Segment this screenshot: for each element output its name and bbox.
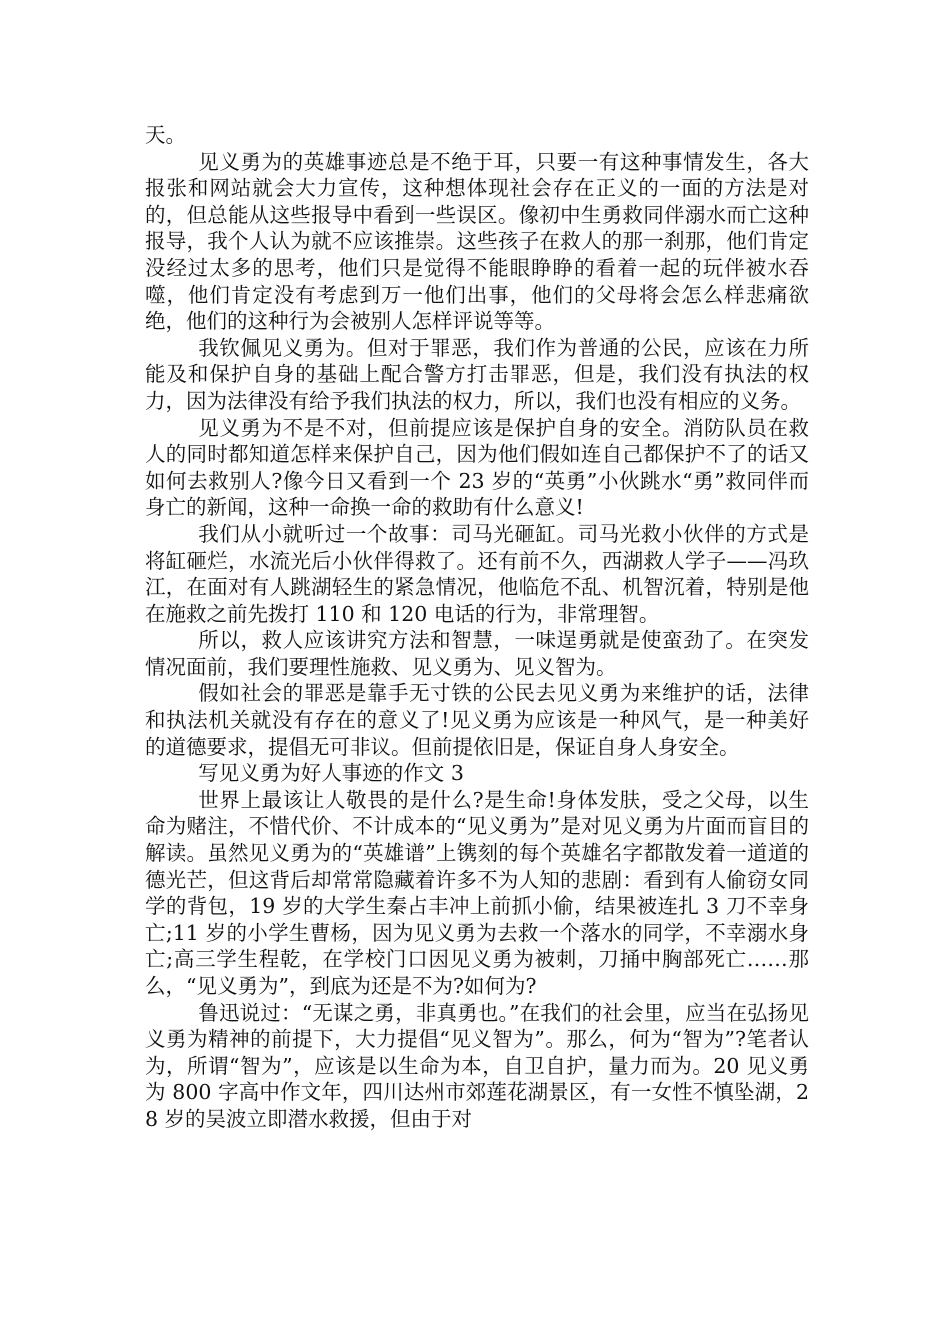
paragraph-6: 假如社会的罪恶是靠手无寸铁的公民去见义勇为来维护的话，法律和执法机关就没有存在的意义了!见义勇为应该是一种风气，是一种美好的道德要求，提倡无可非议。但前提依旧是，保证自身人身安全。 [145, 681, 809, 759]
section-heading: 写见义勇为好人事迹的作文 3 [198, 761, 464, 786]
paragraph-4: 我们从小就听过一个故事：司马光砸缸。司马光救小伙伴的方式是将缸砸烂，水流光后小伙伴得救了。还有前不久，西湖救人学子——冯玖江，在面对有人跳湖轻生的紧急情况，他临危不乱、机智沉着，特别是他在施救之前先拨打 110 和 120 电话的行为，非常理智。 [145, 521, 809, 626]
document-body [145, 122, 809, 1133]
paragraph-3: 见义勇为不是不对，但前提应该是保护自身的安全。消防队员在救人的同时都知道怎样来保护自己，因为他们假如连自己都保护不了的话又如何去救别人?像今日又看到一个 23 岁的“英勇”小伙跳水“勇”救同伴而身亡的新闻，这种一命换一命的救助有什么意义! [145, 415, 809, 520]
paragraph-continuation: 天。 [145, 123, 186, 147]
paragraph-2: 我钦佩见义勇为。但对于罪恶，我们作为普通的公民，应该在力所能及和保护自身的基础上配合警方打击罪恶，但是，我们没有执法的权力，因为法律没有给予我们执法的权力，所以，我们也没有相应的义务。 [145, 335, 809, 413]
paragraph-7: 世界上最该让人敬畏的是什么?是生命!身体发肤，受之父母，以生命为赌注，不惜代价、不计成本的“见义勇为”是对见义勇为片面而盲目的解读。虽然见义勇为的“英雄谱”上镌刻的每个英雄名字都散发着一道道的德光芒，但这背后却常常隐藏着许多不为人知的悲剧：看到有人偷窃女同学的背包，19 岁的大学生秦占丰冲上前抓小偷，结果被连扎 3 刀不幸身亡;11 岁的小学生曹杨，因为见义勇为去救一个落水的同学，不幸溺水身亡;高三学生程乾，在学校门口因见义勇为被刺，刀捅中胸部死亡……那么，“见义勇为”，到底为还是不为?如何为? [145, 787, 809, 998]
paragraph-8: 鲁迅说过：“无谋之勇，非真勇也。”在我们的社会里，应当在弘扬见义勇为精神的前提下，大力提倡“见义智为”。那么，何为“智为”?笔者认为，所谓“智为”，应该是以生命为本，自卫自护，量力而为。20 见义勇为 800 字高中作文年，四川达州市郊莲花湖景区，有一女性不慎坠湖，28 岁的吴波立即潜水救援，但由于对 [145, 1000, 809, 1131]
paragraph-5: 所以，救人应该讲究方法和智慧，一味逞勇就是使蛮劲了。在突发情况面前，我们要理性施救、见义勇为、见义智为。 [145, 628, 809, 679]
paragraph-1: 见义勇为的英雄事迹总是不绝于耳，只要一有这种事情发生，各大报张和网站就会大力宣传，这种想体现社会存在正义的一面的方法是对的，但总能从这些报导中看到一些误区。像初中生勇救同伴溺水而亡这种报导，我个人认为就不应该推崇。这些孩子在救人的那一刹那，他们肯定没经过太多的思考，他们只是觉得不能眼睁睁的看着一起的玩伴被水吞噬，他们肯定没有考虑到万一他们出事，他们的父母将会怎么样悲痛欲绝，他们的这种行为会被别人怎样评说等等。 [145, 149, 809, 334]
